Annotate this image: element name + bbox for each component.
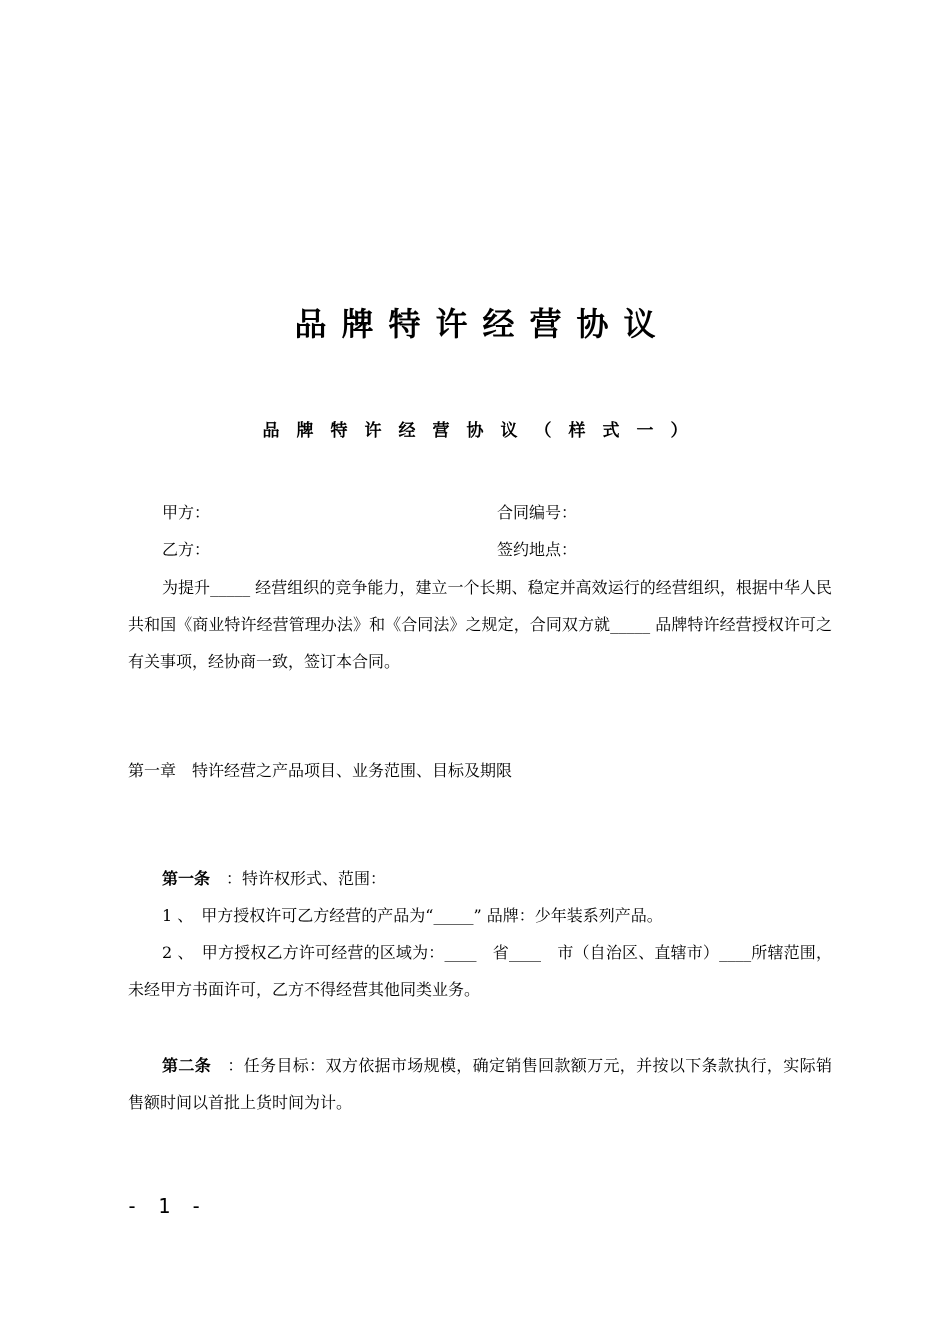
party-b-label: 乙方： [162,540,211,559]
article-2-heading: 第二条 [162,1056,212,1075]
article-1-heading: 第一条 [162,869,211,888]
intro-paragraph: 为提升_____ 经营组织的竞争能力，建立一个长期、稳定并高效运行的经营组织，根据中华人民共和国《商业特许经营管理办法》和《合同法》之规定，合同双方就_____ 品牌特许经营授权许可之有关事项，经协商一致，签订本合同。 [128,578,832,671]
sign-place-label: 签约地点： [497,540,578,559]
page-number: - 1 - [126,1194,207,1218]
article-1-item-1: 1 、 甲方授权许可乙方经营的产品为“_____” 品牌：少年装系列产品。 [162,906,663,925]
party-a-label: 甲方： [162,503,211,522]
chapter-heading: 第一章 特许经营之产品项目、业务范围、目标及期限 [128,761,513,780]
article-1-paragraph [128,860,832,897]
article-2-text: ：任务目标：双方依据市场规模，确定销售回款额万元，并按以下条款执行，实际销售额时间以首批上货时间为计。 [128,1056,832,1112]
document-title: 品牌特许经营协议 [294,305,671,343]
contract-number-label: 合同编号： [497,503,578,522]
document-subtitle: 品牌特许经营协议（样式一） [262,421,705,441]
article-1-text: ：特许权形式、范围： [210,869,387,888]
article-1-item-2: 2 、 甲方授权乙方许可经营的区域为：____ 省____ 市（自治区、直辖市）____所辖范围，未经甲方书面许可，乙方不得经营其他同类业务。 [128,943,832,999]
article-2-paragraph [128,1047,832,1121]
